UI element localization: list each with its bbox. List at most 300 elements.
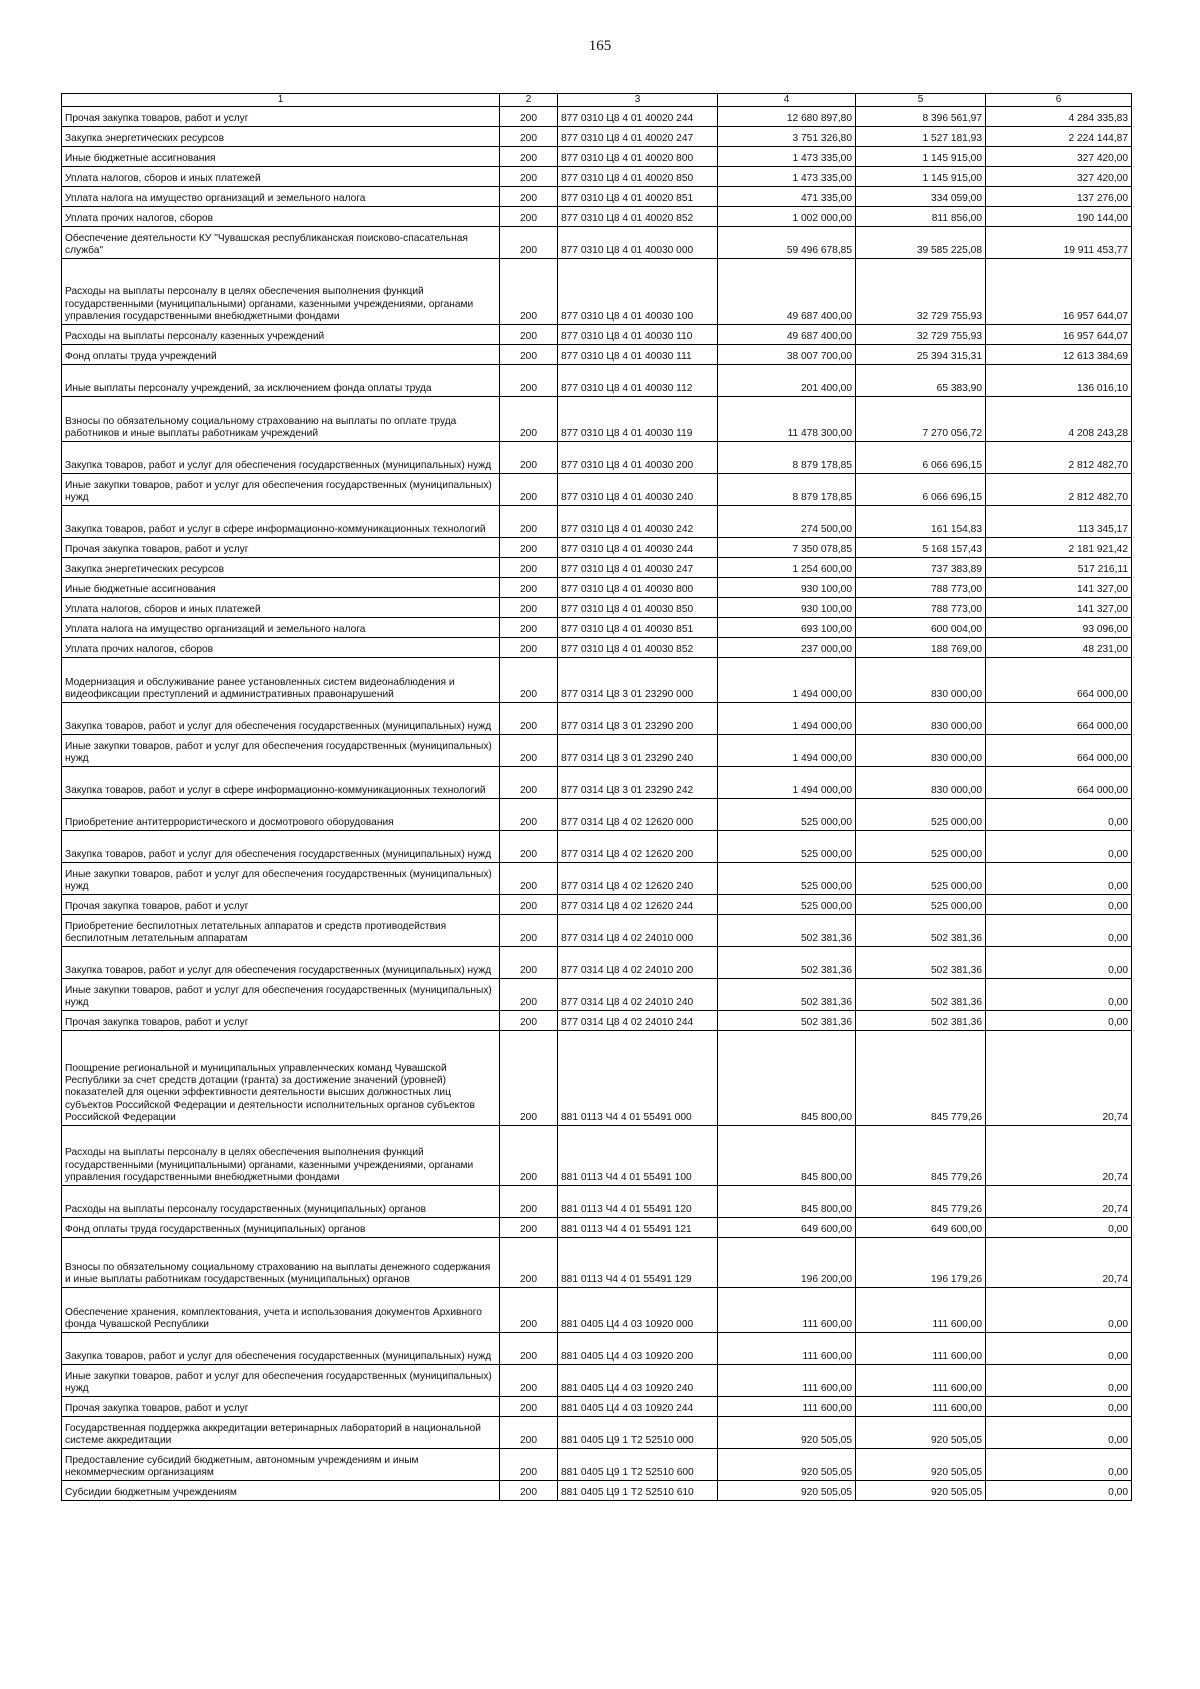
row-name: Поощрение региональной и муниципальных управленческих команд Чувашской Республики за счет средств дотации (гранта) за достижение значений (уровней) показателей для оценки эффективности деятельности высших должностных лиц субъектов Российской Федерации и деятельности исполнительных органов субъектов Российской Федерации <box>62 1031 500 1126</box>
row-code: 200 <box>500 979 558 1011</box>
row-value-col6: 2 812 482,70 <box>986 474 1132 506</box>
row-code: 200 <box>500 1238 558 1288</box>
row-classification: 877 0314 Ц8 4 02 24010 000 <box>558 915 718 947</box>
row-value-col4: 59 496 678,85 <box>718 227 856 259</box>
table-row <box>62 638 1132 658</box>
row-value-col4: 525 000,00 <box>718 799 856 831</box>
row-value-col4: 1 494 000,00 <box>718 735 856 767</box>
table-row <box>62 365 1132 397</box>
table-row <box>62 1333 1132 1365</box>
row-code: 200 <box>500 259 558 325</box>
row-value-col4: 1 494 000,00 <box>718 703 856 735</box>
row-value-col4: 1 494 000,00 <box>718 658 856 703</box>
table-row <box>62 1126 1132 1186</box>
table-row <box>62 1186 1132 1218</box>
row-name: Фонд оплаты труда государственных (муниципальных) органов <box>62 1218 500 1238</box>
table-row <box>62 325 1132 345</box>
row-classification: 877 0310 Ц8 4 01 40030 000 <box>558 227 718 259</box>
row-value-col6: 0,00 <box>986 915 1132 947</box>
row-name: Иные закупки товаров, работ и услуг для обеспечения государственных (муниципальных) нужд <box>62 863 500 895</box>
row-value-col5: 196 179,26 <box>856 1238 986 1288</box>
table-row <box>62 147 1132 167</box>
row-value-col4: 111 600,00 <box>718 1397 856 1417</box>
row-value-col6: 664 000,00 <box>986 658 1132 703</box>
row-name: Предоставление субсидий бюджетным, автономным учреждениям и иным некоммерческим организациям <box>62 1449 500 1481</box>
table-row <box>62 895 1132 915</box>
row-value-col5: 788 773,00 <box>856 578 986 598</box>
row-value-col5: 811 856,00 <box>856 207 986 227</box>
row-value-col6: 137 276,00 <box>986 187 1132 207</box>
row-classification: 881 0405 Ц9 1 Т2 52510 600 <box>558 1449 718 1481</box>
row-value-col4: 274 500,00 <box>718 506 856 538</box>
row-value-col5: 502 381,36 <box>856 979 986 1011</box>
row-value-col6: 16 957 644,07 <box>986 259 1132 325</box>
row-code: 200 <box>500 538 558 558</box>
row-code: 200 <box>500 831 558 863</box>
row-name: Субсидии бюджетным учреждениям <box>62 1481 500 1501</box>
row-value-col4: 845 800,00 <box>718 1186 856 1218</box>
row-value-col5: 920 505,05 <box>856 1417 986 1449</box>
row-classification: 877 0310 Ц8 4 01 40030 240 <box>558 474 718 506</box>
row-name: Закупка энергетических ресурсов <box>62 127 500 147</box>
row-name: Прочая закупка товаров, работ и услуг <box>62 1397 500 1417</box>
row-code: 200 <box>500 895 558 915</box>
row-value-col5: 32 729 755,93 <box>856 259 986 325</box>
row-value-col5: 7 270 056,72 <box>856 397 986 442</box>
row-classification: 877 0310 Ц8 4 01 40030 800 <box>558 578 718 598</box>
row-value-col4: 196 200,00 <box>718 1238 856 1288</box>
row-value-col6: 12 613 384,69 <box>986 345 1132 365</box>
row-name: Уплата налога на имущество организаций и земельного налога <box>62 187 500 207</box>
row-name: Иные выплаты персоналу учреждений, за исключением фонда оплаты труда <box>62 365 500 397</box>
table-row <box>62 979 1132 1011</box>
row-name: Расходы на выплаты персоналу казенных учреждений <box>62 325 500 345</box>
column-header: 5 <box>856 94 986 107</box>
table-row <box>62 618 1132 638</box>
row-value-col4: 1 473 335,00 <box>718 147 856 167</box>
row-value-col4: 845 800,00 <box>718 1031 856 1126</box>
row-classification: 877 0314 Ц8 4 02 12620 000 <box>558 799 718 831</box>
row-value-col6: 0,00 <box>986 831 1132 863</box>
row-code: 200 <box>500 947 558 979</box>
row-classification: 877 0310 Ц8 4 01 40020 850 <box>558 167 718 187</box>
row-value-col6: 2 224 144,87 <box>986 127 1132 147</box>
row-value-col5: 788 773,00 <box>856 598 986 618</box>
row-value-col4: 111 600,00 <box>718 1288 856 1333</box>
column-header: 6 <box>986 94 1132 107</box>
row-value-col4: 1 002 000,00 <box>718 207 856 227</box>
row-classification: 877 0310 Ц8 4 01 40030 111 <box>558 345 718 365</box>
row-classification: 877 0310 Ц8 4 01 40030 110 <box>558 325 718 345</box>
row-code: 200 <box>500 1333 558 1365</box>
table-row <box>62 863 1132 895</box>
row-name: Закупка товаров, работ и услуг для обеспечения государственных (муниципальных) нужд <box>62 703 500 735</box>
column-header: 4 <box>718 94 856 107</box>
row-value-col4: 38 007 700,00 <box>718 345 856 365</box>
row-value-col4: 930 100,00 <box>718 598 856 618</box>
row-value-col4: 7 350 078,85 <box>718 538 856 558</box>
row-value-col4: 12 680 897,80 <box>718 107 856 127</box>
table-row <box>62 1449 1132 1481</box>
row-value-col5: 6 066 696,15 <box>856 474 986 506</box>
table-row <box>62 345 1132 365</box>
row-code: 200 <box>500 1397 558 1417</box>
row-value-col6: 20,74 <box>986 1031 1132 1126</box>
row-value-col6: 16 957 644,07 <box>986 325 1132 345</box>
table-body <box>62 107 1132 1501</box>
row-code: 200 <box>500 187 558 207</box>
row-value-col4: 49 687 400,00 <box>718 259 856 325</box>
row-value-col6: 2 181 921,42 <box>986 538 1132 558</box>
row-value-col5: 1 527 181,93 <box>856 127 986 147</box>
row-code: 200 <box>500 578 558 598</box>
row-value-col4: 3 751 326,80 <box>718 127 856 147</box>
table-row <box>62 735 1132 767</box>
row-classification: 881 0405 Ц9 1 Т2 52510 000 <box>558 1417 718 1449</box>
row-code: 200 <box>500 799 558 831</box>
row-classification: 877 0310 Ц8 4 01 40030 244 <box>558 538 718 558</box>
row-value-col5: 111 600,00 <box>856 1288 986 1333</box>
row-name: Закупка товаров, работ и услуг для обеспечения государственных (муниципальных) нужд <box>62 442 500 474</box>
row-classification: 881 0405 Ц4 4 03 10920 200 <box>558 1333 718 1365</box>
row-value-col5: 845 779,26 <box>856 1126 986 1186</box>
row-classification: 881 0405 Ц4 4 03 10920 000 <box>558 1288 718 1333</box>
table-row <box>62 703 1132 735</box>
row-value-col5: 525 000,00 <box>856 895 986 915</box>
row-value-col6: 136 016,10 <box>986 365 1132 397</box>
row-value-col6: 190 144,00 <box>986 207 1132 227</box>
row-classification: 877 0310 Ц8 4 01 40020 244 <box>558 107 718 127</box>
row-value-col5: 737 383,89 <box>856 558 986 578</box>
row-code: 200 <box>500 767 558 799</box>
row-name: Закупка товаров, работ и услуг в сфере информационно-коммуникационных технологий <box>62 506 500 538</box>
table-row <box>62 558 1132 578</box>
row-value-col4: 237 000,00 <box>718 638 856 658</box>
row-value-col6: 0,00 <box>986 1397 1132 1417</box>
row-code: 200 <box>500 506 558 538</box>
table-row <box>62 831 1132 863</box>
row-value-col5: 525 000,00 <box>856 799 986 831</box>
row-classification: 881 0113 Ч4 4 01 55491 000 <box>558 1031 718 1126</box>
row-value-col6: 20,74 <box>986 1186 1132 1218</box>
row-classification: 877 0314 Ц8 4 02 24010 244 <box>558 1011 718 1031</box>
row-classification: 877 0314 Ц8 3 01 23290 000 <box>558 658 718 703</box>
row-value-col5: 920 505,05 <box>856 1449 986 1481</box>
row-value-col4: 502 381,36 <box>718 915 856 947</box>
table-row <box>62 1011 1132 1031</box>
row-value-col6: 0,00 <box>986 895 1132 915</box>
row-value-col5: 830 000,00 <box>856 658 986 703</box>
row-name: Иные закупки товаров, работ и услуг для обеспечения государственных (муниципальных) нужд <box>62 735 500 767</box>
row-value-col6: 664 000,00 <box>986 735 1132 767</box>
row-code: 200 <box>500 207 558 227</box>
row-value-col6: 0,00 <box>986 1417 1132 1449</box>
row-value-col5: 502 381,36 <box>856 915 986 947</box>
row-code: 200 <box>500 345 558 365</box>
row-value-col6: 0,00 <box>986 1481 1132 1501</box>
row-value-col6: 517 216,11 <box>986 558 1132 578</box>
row-value-col4: 471 335,00 <box>718 187 856 207</box>
table-row <box>62 1218 1132 1238</box>
row-value-col5: 111 600,00 <box>856 1333 986 1365</box>
row-value-col4: 525 000,00 <box>718 831 856 863</box>
row-name: Взносы по обязательному социальному страхованию на выплаты по оплате труда работников и иные выплаты работникам учреждений <box>62 397 500 442</box>
row-classification: 877 0310 Ц8 4 01 40030 852 <box>558 638 718 658</box>
row-code: 200 <box>500 1449 558 1481</box>
row-value-col5: 5 168 157,43 <box>856 538 986 558</box>
table-row <box>62 915 1132 947</box>
table-row <box>62 947 1132 979</box>
row-name: Иные бюджетные ассигнования <box>62 578 500 598</box>
row-code: 200 <box>500 147 558 167</box>
row-value-col4: 525 000,00 <box>718 863 856 895</box>
table-row <box>62 187 1132 207</box>
row-value-col5: 1 145 915,00 <box>856 147 986 167</box>
row-classification: 877 0310 Ц8 4 01 40030 119 <box>558 397 718 442</box>
table-row <box>62 259 1132 325</box>
row-classification: 877 0314 Ц8 4 02 12620 200 <box>558 831 718 863</box>
row-value-col4: 920 505,05 <box>718 1417 856 1449</box>
row-classification: 877 0314 Ц8 4 02 12620 240 <box>558 863 718 895</box>
row-classification: 877 0310 Ц8 4 01 40020 852 <box>558 207 718 227</box>
row-code: 200 <box>500 442 558 474</box>
row-code: 200 <box>500 1126 558 1186</box>
row-value-col6: 20,74 <box>986 1126 1132 1186</box>
table-row <box>62 442 1132 474</box>
table-row <box>62 578 1132 598</box>
row-value-col4: 930 100,00 <box>718 578 856 598</box>
row-classification: 877 0310 Ц8 4 01 40030 242 <box>558 506 718 538</box>
row-code: 200 <box>500 618 558 638</box>
row-code: 200 <box>500 1417 558 1449</box>
table-row <box>62 506 1132 538</box>
row-value-col6: 0,00 <box>986 799 1132 831</box>
row-code: 200 <box>500 227 558 259</box>
row-value-col5: 334 059,00 <box>856 187 986 207</box>
row-classification: 877 0314 Ц8 3 01 23290 200 <box>558 703 718 735</box>
table-row <box>62 1288 1132 1333</box>
row-value-col6: 0,00 <box>986 947 1132 979</box>
row-value-col4: 693 100,00 <box>718 618 856 638</box>
row-code: 200 <box>500 365 558 397</box>
table-row <box>62 1397 1132 1417</box>
row-classification: 877 0314 Ц8 4 02 24010 200 <box>558 947 718 979</box>
row-value-col6: 48 231,00 <box>986 638 1132 658</box>
row-classification: 877 0310 Ц8 4 01 40030 247 <box>558 558 718 578</box>
row-value-col6: 19 911 453,77 <box>986 227 1132 259</box>
row-name: Уплата налогов, сборов и иных платежей <box>62 598 500 618</box>
row-name: Закупка энергетических ресурсов <box>62 558 500 578</box>
header-row <box>62 94 1132 107</box>
row-value-col5: 502 381,36 <box>856 947 986 979</box>
row-code: 200 <box>500 915 558 947</box>
row-classification: 877 0310 Ц8 4 01 40020 800 <box>558 147 718 167</box>
table-row <box>62 127 1132 147</box>
row-value-col6: 0,00 <box>986 1288 1132 1333</box>
row-name: Модернизация и обслуживание ранее установленных систем видеонаблюдения и видеофиксации преступлений и административных правонарушений <box>62 658 500 703</box>
row-name: Прочая закупка товаров, работ и услуг <box>62 895 500 915</box>
row-value-col6: 2 812 482,70 <box>986 442 1132 474</box>
row-classification: 877 0310 Ц8 4 01 40030 100 <box>558 259 718 325</box>
row-value-col4: 8 879 178,85 <box>718 474 856 506</box>
page-number: 165 <box>588 38 612 54</box>
row-code: 200 <box>500 1186 558 1218</box>
row-value-col5: 111 600,00 <box>856 1397 986 1417</box>
row-value-col5: 39 585 225,08 <box>856 227 986 259</box>
table-row <box>62 1417 1132 1449</box>
row-classification: 877 0310 Ц8 4 01 40030 851 <box>558 618 718 638</box>
column-header: 2 <box>500 94 558 107</box>
row-code: 200 <box>500 474 558 506</box>
column-header: 3 <box>558 94 718 107</box>
row-classification: 877 0314 Ц8 4 02 24010 240 <box>558 979 718 1011</box>
row-value-col6: 141 327,00 <box>986 598 1132 618</box>
row-value-col5: 32 729 755,93 <box>856 325 986 345</box>
row-code: 200 <box>500 127 558 147</box>
row-name: Закупка товаров, работ и услуг для обеспечения государственных (муниципальных) нужд <box>62 831 500 863</box>
row-classification: 877 0314 Ц8 3 01 23290 242 <box>558 767 718 799</box>
row-value-col6: 0,00 <box>986 1218 1132 1238</box>
row-value-col4: 49 687 400,00 <box>718 325 856 345</box>
row-name: Закупка товаров, работ и услуг для обеспечения государственных (муниципальных) нужд <box>62 947 500 979</box>
row-value-col5: 600 004,00 <box>856 618 986 638</box>
row-value-col6: 93 096,00 <box>986 618 1132 638</box>
table-row <box>62 167 1132 187</box>
row-value-col6: 0,00 <box>986 1011 1132 1031</box>
row-value-col6: 113 345,17 <box>986 506 1132 538</box>
row-value-col4: 11 478 300,00 <box>718 397 856 442</box>
row-value-col4: 920 505,05 <box>718 1481 856 1501</box>
row-code: 200 <box>500 1481 558 1501</box>
row-name: Закупка товаров, работ и услуг в сфере информационно-коммуникационных технологий <box>62 767 500 799</box>
row-value-col6: 0,00 <box>986 979 1132 1011</box>
table-row <box>62 1238 1132 1288</box>
budget-table <box>61 93 1132 1501</box>
row-value-col5: 65 383,90 <box>856 365 986 397</box>
row-code: 200 <box>500 1031 558 1126</box>
table-row <box>62 1365 1132 1397</box>
row-code: 200 <box>500 1365 558 1397</box>
row-value-col6: 141 327,00 <box>986 578 1132 598</box>
row-name: Прочая закупка товаров, работ и услуг <box>62 1011 500 1031</box>
row-code: 200 <box>500 863 558 895</box>
row-value-col5: 8 396 561,97 <box>856 107 986 127</box>
row-code: 200 <box>500 1011 558 1031</box>
table-row <box>62 207 1132 227</box>
row-value-col5: 161 154,83 <box>856 506 986 538</box>
row-name: Обеспечение деятельности КУ "Чувашская республиканская поисково-спасательная служба" <box>62 227 500 259</box>
row-value-col5: 1 145 915,00 <box>856 167 986 187</box>
row-value-col5: 920 505,05 <box>856 1481 986 1501</box>
row-value-col5: 845 779,26 <box>856 1186 986 1218</box>
row-classification: 881 0405 Ц9 1 Т2 52510 610 <box>558 1481 718 1501</box>
row-value-col6: 0,00 <box>986 1449 1132 1481</box>
row-value-col5: 6 066 696,15 <box>856 442 986 474</box>
row-code: 200 <box>500 1218 558 1238</box>
row-name: Расходы на выплаты персоналу в целях обеспечения выполнения функций государственными (муниципальными) органами, казенными учреждениями, органами управления государственными внебюджетными фондами <box>62 259 500 325</box>
row-name: Приобретение беспилотных летательных аппаратов и средств противодействия беспилотным летательным аппаратам <box>62 915 500 947</box>
row-value-col4: 502 381,36 <box>718 947 856 979</box>
row-value-col4: 845 800,00 <box>718 1126 856 1186</box>
row-code: 200 <box>500 325 558 345</box>
row-classification: 877 0310 Ц8 4 01 40020 851 <box>558 187 718 207</box>
row-code: 200 <box>500 167 558 187</box>
row-value-col5: 525 000,00 <box>856 831 986 863</box>
row-code: 200 <box>500 735 558 767</box>
row-value-col4: 1 254 600,00 <box>718 558 856 578</box>
row-value-col6: 664 000,00 <box>986 767 1132 799</box>
row-value-col4: 111 600,00 <box>718 1333 856 1365</box>
row-value-col6: 0,00 <box>986 863 1132 895</box>
row-code: 200 <box>500 397 558 442</box>
row-classification: 877 0310 Ц8 4 01 40030 850 <box>558 598 718 618</box>
row-code: 200 <box>500 638 558 658</box>
row-code: 200 <box>500 558 558 578</box>
row-value-col4: 502 381,36 <box>718 979 856 1011</box>
row-value-col5: 830 000,00 <box>856 735 986 767</box>
table-row <box>62 538 1132 558</box>
table-row <box>62 1031 1132 1126</box>
row-value-col6: 4 284 335,83 <box>986 107 1132 127</box>
table-row <box>62 474 1132 506</box>
row-value-col6: 664 000,00 <box>986 703 1132 735</box>
row-value-col5: 830 000,00 <box>856 767 986 799</box>
row-name: Уплата налога на имущество организаций и земельного налога <box>62 618 500 638</box>
row-value-col5: 830 000,00 <box>856 703 986 735</box>
row-classification: 881 0113 Ч4 4 01 55491 129 <box>558 1238 718 1288</box>
row-value-col6: 20,74 <box>986 1238 1132 1288</box>
row-name: Уплата налогов, сборов и иных платежей <box>62 167 500 187</box>
row-name: Закупка товаров, работ и услуг для обеспечения государственных (муниципальных) нужд <box>62 1333 500 1365</box>
row-classification: 881 0113 Ч4 4 01 55491 121 <box>558 1218 718 1238</box>
row-name: Прочая закупка товаров, работ и услуг <box>62 107 500 127</box>
row-value-col4: 1 473 335,00 <box>718 167 856 187</box>
row-value-col4: 525 000,00 <box>718 895 856 915</box>
row-code: 200 <box>500 107 558 127</box>
row-classification: 881 0113 Ч4 4 01 55491 120 <box>558 1186 718 1218</box>
row-code: 200 <box>500 1288 558 1333</box>
row-name: Государственная поддержка аккредитации ветеринарных лабораторий в национальной системе аккредитации <box>62 1417 500 1449</box>
row-name: Иные закупки товаров, работ и услуг для обеспечения государственных (муниципальных) нужд <box>62 1365 500 1397</box>
row-value-col4: 111 600,00 <box>718 1365 856 1397</box>
row-name: Прочая закупка товаров, работ и услуг <box>62 538 500 558</box>
row-classification: 881 0405 Ц4 4 03 10920 240 <box>558 1365 718 1397</box>
row-name: Расходы на выплаты персоналу государственных (муниципальных) органов <box>62 1186 500 1218</box>
row-value-col5: 25 394 315,31 <box>856 345 986 365</box>
row-classification: 881 0405 Ц4 4 03 10920 244 <box>558 1397 718 1417</box>
row-classification: 877 0314 Ц8 3 01 23290 240 <box>558 735 718 767</box>
row-code: 200 <box>500 598 558 618</box>
table-row <box>62 799 1132 831</box>
row-classification: 881 0113 Ч4 4 01 55491 100 <box>558 1126 718 1186</box>
row-value-col5: 188 769,00 <box>856 638 986 658</box>
row-classification: 877 0314 Ц8 4 02 12620 244 <box>558 895 718 915</box>
row-classification: 877 0310 Ц8 4 01 40020 247 <box>558 127 718 147</box>
row-name: Взносы по обязательному социальному страхованию на выплаты денежного содержания и иные выплаты работникам государственных (муниципальных) органов <box>62 1238 500 1288</box>
row-value-col6: 327 420,00 <box>986 167 1132 187</box>
row-value-col6: 327 420,00 <box>986 147 1132 167</box>
column-header: 1 <box>62 94 500 107</box>
row-value-col5: 845 779,26 <box>856 1031 986 1126</box>
row-classification: 877 0310 Ц8 4 01 40030 112 <box>558 365 718 397</box>
row-value-col4: 1 494 000,00 <box>718 767 856 799</box>
row-name: Приобретение антитеррористического и досмотрового оборудования <box>62 799 500 831</box>
table-row <box>62 1481 1132 1501</box>
row-value-col4: 502 381,36 <box>718 1011 856 1031</box>
row-value-col6: 0,00 <box>986 1333 1132 1365</box>
row-code: 200 <box>500 658 558 703</box>
row-value-col4: 8 879 178,85 <box>718 442 856 474</box>
